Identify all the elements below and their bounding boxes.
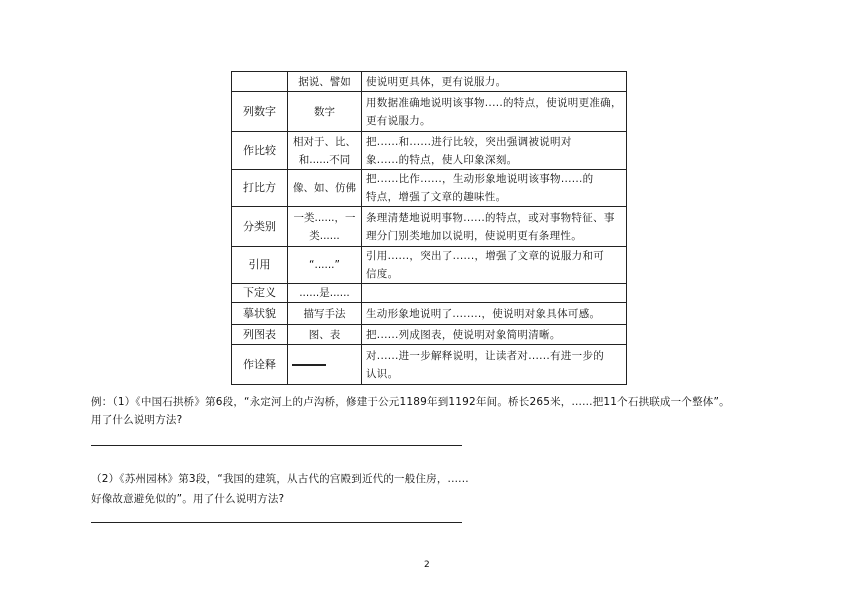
answer-line-1[interactable] <box>91 445 462 446</box>
effect-line: 用数据准确地说明该事物.....的特点，使说明更准确， <box>366 96 622 109</box>
effect-line: 把......和......进行比较，突出强调被说明对 <box>366 135 572 148</box>
marker-words-cell <box>288 132 362 170</box>
marker-line: ......是...... <box>299 287 350 299</box>
marker-line: 类...... <box>309 229 340 242</box>
table-body <box>232 72 627 385</box>
effect-cell <box>362 345 627 385</box>
effect-cell <box>362 303 627 325</box>
table-row <box>232 92 627 132</box>
effect-cell <box>362 132 627 170</box>
marker-words-cell <box>288 247 362 284</box>
effect-line: 更有说服力。 <box>366 114 431 127</box>
effect-cell <box>362 247 627 284</box>
effect-line: 象......的特点，使人印象深刻。 <box>366 153 518 166</box>
marker-line: 描写手法 <box>303 307 346 320</box>
marker-words-cell <box>288 303 362 325</box>
table-row <box>232 345 627 385</box>
method-name-cell: 列数字 <box>232 92 288 132</box>
method-name-cell: 列图表 <box>232 325 288 345</box>
method-name-cell: 打比方 <box>232 170 288 207</box>
effect-line: 对......进一步解释说明，让读者对......有进一步的 <box>366 349 605 362</box>
effect-line: 把......比作......，生动形象地说明该事物......的 <box>366 173 594 185</box>
method-name-cell: 分类别 <box>232 207 288 247</box>
effect-line: 特点，增强了文章的趣味性。 <box>366 191 507 203</box>
marker-line: 和......不同 <box>298 153 351 166</box>
table-row <box>232 247 627 284</box>
marker-words-cell <box>288 92 362 132</box>
marker-words-cell <box>288 170 362 207</box>
marker-words-cell <box>288 72 362 92</box>
method-name-cell: 下定义 <box>232 284 288 303</box>
marker-words-cell <box>288 325 362 345</box>
table-row <box>232 284 627 303</box>
example-1-question: 例：（1）《中国石拱桥》第6段，“永定河上的卢沟桥，修建于公元1189年到1192年间。桥长265米，......把11个石拱联成一个整体”。 <box>91 396 730 408</box>
explanation-methods-table <box>231 71 627 385</box>
effect-cell <box>362 92 627 132</box>
effect-line: 把......列成图表，使说明对象简明清晰。 <box>366 328 561 341</box>
page-number: 2 <box>424 560 430 570</box>
blank-dash-line <box>292 364 326 366</box>
method-name-cell: 作诠释 <box>232 345 288 385</box>
example-2-question: （2）《苏州园林》第3段，“我国的建筑，从古代的宫殿到近代的一般住房，...... <box>91 473 469 485</box>
marker-line <box>292 364 357 366</box>
table-row <box>232 325 627 345</box>
table-row <box>232 72 627 92</box>
answer-line-2[interactable] <box>91 522 462 523</box>
marker-words-cell <box>288 207 362 247</box>
effect-line: 条理清楚地说明事物......的特点，或对事物特征、事 <box>366 211 615 224</box>
marker-words-cell <box>288 284 362 303</box>
effect-line: 信度。 <box>366 268 399 280</box>
table-row <box>232 132 627 170</box>
effect-cell <box>362 72 627 92</box>
method-name-cell <box>232 72 288 92</box>
example-2-question-cont: 好像故意避免似的”。用了什么说明方法? <box>91 493 285 505</box>
effect-cell <box>362 325 627 345</box>
marker-line: 一类......，一 <box>293 211 356 224</box>
effect-line: 生动形象地说明了........，使说明对象具体可感。 <box>366 307 601 320</box>
marker-line: 图、表 <box>308 328 341 341</box>
marker-words-cell <box>288 345 362 385</box>
effect-cell <box>362 170 627 207</box>
effect-line: 认识。 <box>366 367 399 380</box>
effect-line: 使说明更具体，更有说服力。 <box>366 75 507 88</box>
table-row <box>232 170 627 207</box>
effect-cell <box>362 284 627 303</box>
method-name-cell: 作比较 <box>232 132 288 170</box>
marker-line: 像、如、仿佛 <box>293 182 356 194</box>
marker-line: 数字 <box>314 105 335 118</box>
table-row <box>232 207 627 247</box>
effect-cell <box>362 207 627 247</box>
marker-line: 据说、譬如 <box>298 75 351 88</box>
marker-line: 相对于、比、 <box>293 135 356 148</box>
example-1-question-cont: 用了什么说明方法? <box>91 414 183 426</box>
effect-line: 理分门别类地加以说明，使说明更有条理性。 <box>366 229 582 242</box>
method-name-cell: 摹状貌 <box>232 303 288 325</box>
table-row <box>232 303 627 325</box>
method-name-cell: 引用 <box>232 247 288 284</box>
effect-line: 引用......，突出了......，增强了文章的说服力和可 <box>366 250 605 262</box>
marker-line: “......” <box>309 259 340 271</box>
